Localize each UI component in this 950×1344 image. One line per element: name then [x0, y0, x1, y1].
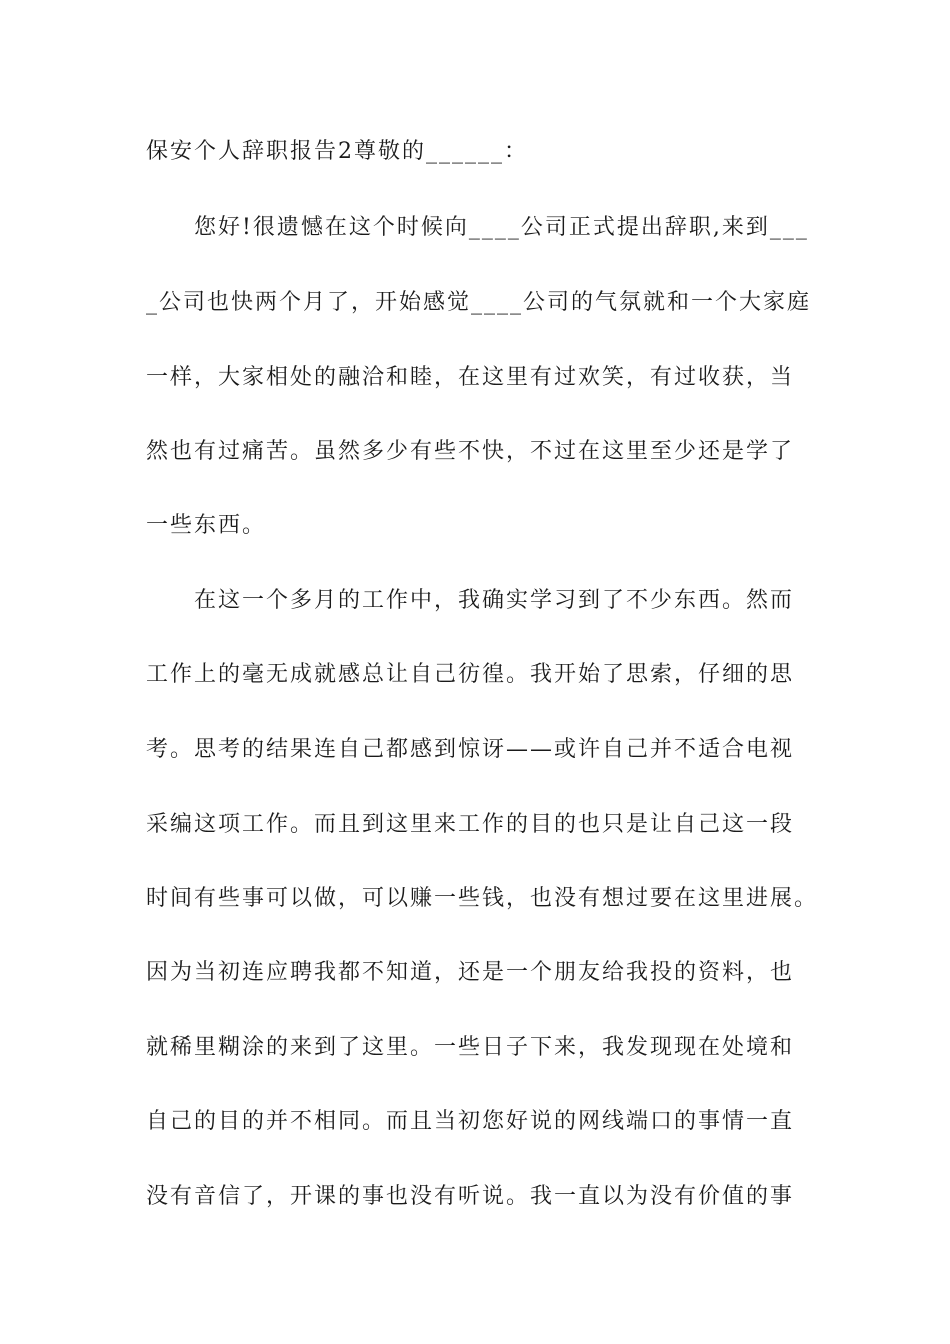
paragraph-2-line-3: 考。思考的结果连自己都感到惊讶——或许自己并不适合电视 — [146, 737, 795, 762]
paragraph-2-line-4: 采编这项工作。而且到这里来工作的目的也只是让自己这一段 — [146, 812, 795, 837]
paragraph-2-line-5: 时间有些事可以做，可以赚一些钱，也没有想过要在这里进展。 — [146, 886, 819, 911]
paragraph-2-line-2: 工作上的毫无成就感总让自己彷徨。我开始了思索，仔细的思 — [146, 662, 795, 687]
paragraph-1-line-5: 一些东西。 — [146, 513, 267, 538]
paragraph-1-line-1: 您好!很遗憾在这个时候向____公司正式提出辞职,来到___ — [194, 215, 809, 240]
paragraph-2-line-8: 自己的目的并不相同。而且当初您好说的网线端口的事情一直 — [146, 1109, 795, 1134]
paragraph-1-line-3: 一样，大家相处的融洽和睦，在这里有过欢笑，有过收获，当 — [146, 365, 795, 390]
paragraph-2-line-9: 没有音信了，开课的事也没有听说。我一直以为没有价值的事 — [146, 1184, 795, 1209]
document-title-line: 保安个人辞职报告2尊敬的______： — [146, 139, 528, 164]
paragraph-2-line-1: 在这一个多月的工作中，我确实学习到了不少东西。然而 — [194, 588, 795, 613]
paragraph-2-line-6: 因为当初连应聘我都不知道，还是一个朋友给我投的资料，也 — [146, 960, 795, 985]
paragraph-2-line-7: 就稀里糊涂的来到了这里。一些日子下来，我发现现在处境和 — [146, 1035, 795, 1060]
paragraph-1-line-2: _公司也快两个月了，开始感觉____公司的气氛就和一个大家庭 — [146, 290, 812, 315]
paragraph-1-line-4: 然也有过痛苦。虽然多少有些不快，不过在这里至少还是学了 — [146, 439, 795, 464]
